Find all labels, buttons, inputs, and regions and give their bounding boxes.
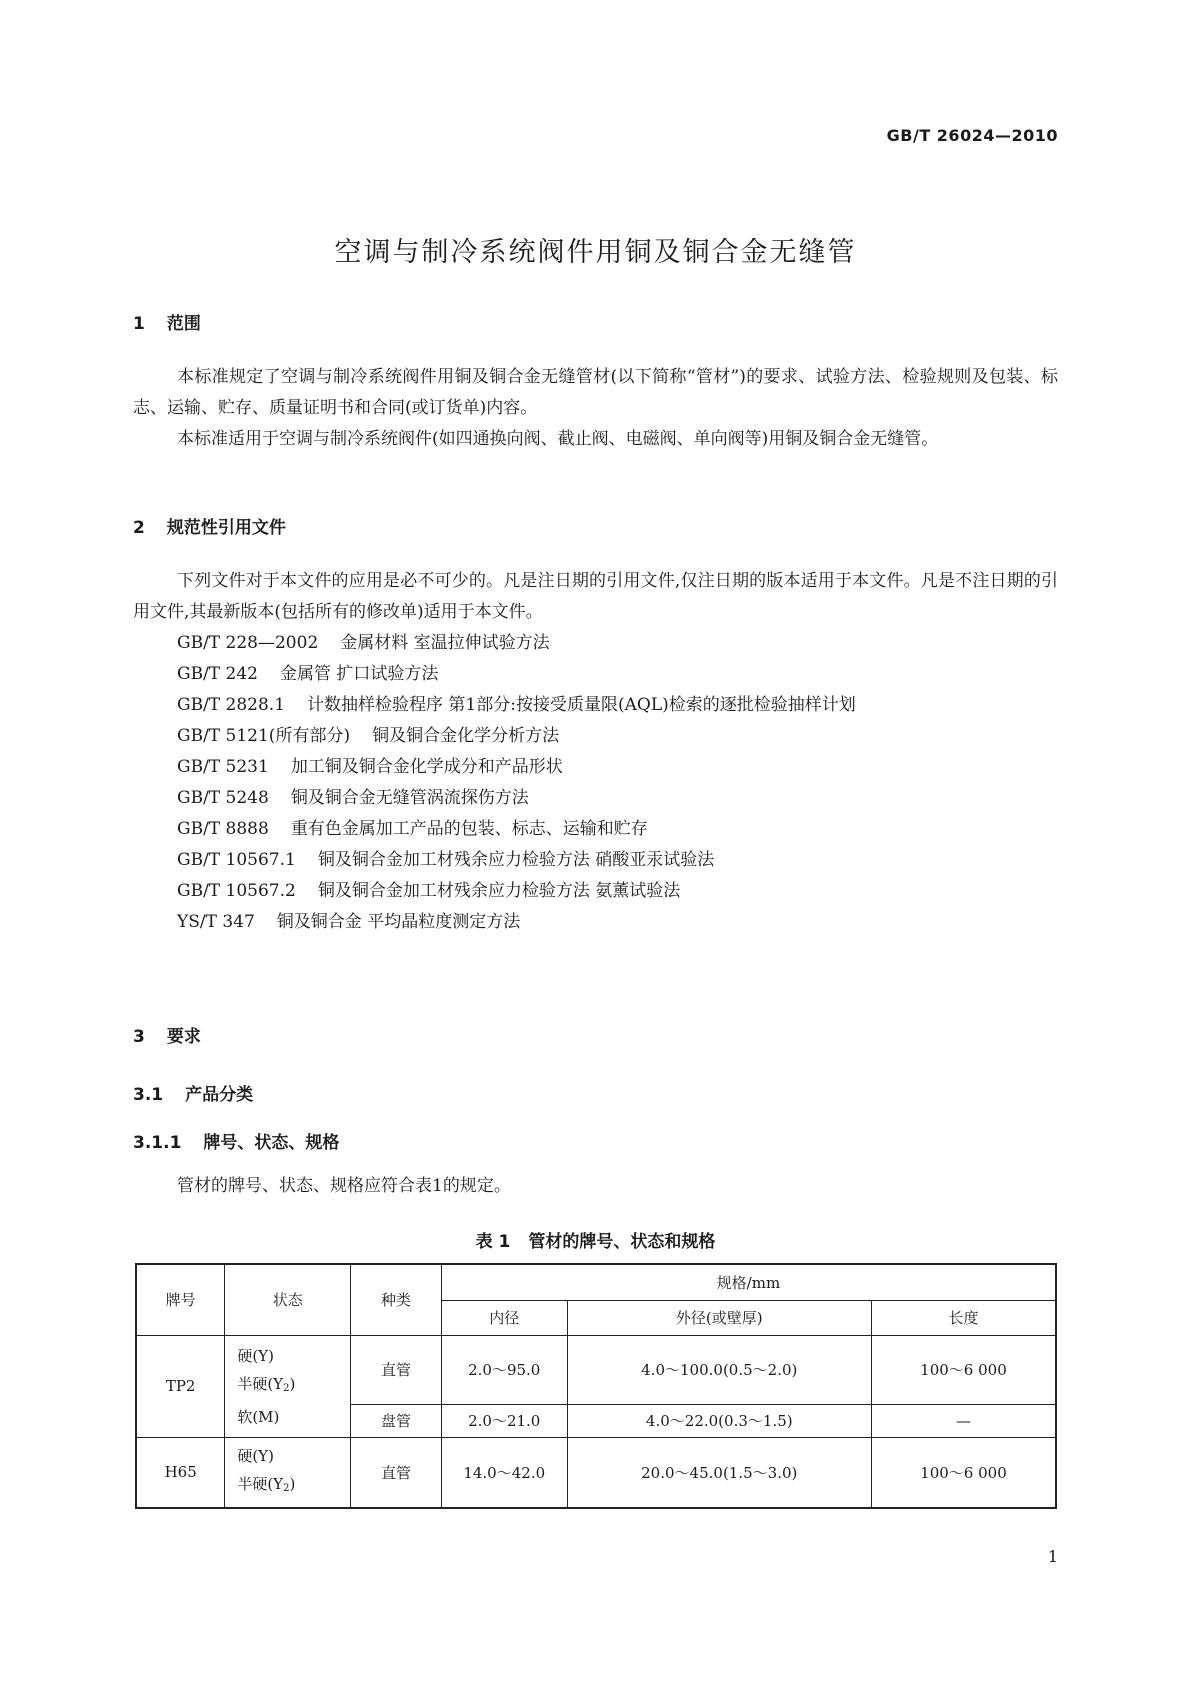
cell-kind: 盘管 — [351, 1404, 442, 1437]
table-header-row — [136, 1264, 1056, 1300]
section-title: 规范性引用文件 — [166, 518, 286, 538]
reference-title: 重有色金属加工产品的包装、标志、运输和贮存 — [290, 819, 648, 839]
reference-title: 金属材料 室温拉伸试验方法 — [340, 633, 550, 653]
state-text-end: ) — [289, 1474, 296, 1493]
section-number: 3.1.1 — [133, 1133, 182, 1153]
section-1-paragraph-2: 本标准适用于空调与制冷系统阀件(如四通换向阀、截止阀、电磁阀、单向阀等)用铜及铜合金无缝管。 — [177, 429, 939, 449]
section-number: 1 — [133, 314, 145, 334]
reference-code: GB/T 8888 — [177, 819, 269, 839]
table-caption-number: 表 1 — [475, 1232, 511, 1252]
section-3-1-1-heading — [133, 1128, 339, 1153]
page-number: 1 — [1047, 1547, 1058, 1566]
section-1-paragraph-1: 本标准规定了空调与制冷系统阀件用铜及铜合金无缝管材(以下简称“管材”)的要求、试验方法、检验规则及包装、标志、运输、贮存、质量证明书和合同(或订货单)内容。 — [133, 367, 1058, 418]
state-text-end: ) — [289, 1374, 296, 1393]
state-text: 半硬(Y — [237, 1474, 284, 1493]
header-outer-diameter: 外径(或壁厚) — [567, 1300, 871, 1335]
header-state: 状态 — [225, 1264, 351, 1335]
cell-state — [225, 1437, 351, 1508]
normative-reference — [177, 659, 438, 690]
normative-reference — [177, 783, 529, 814]
normative-reference — [177, 907, 520, 938]
section-3-1-heading — [133, 1080, 253, 1105]
state-text: 半硬(Y — [237, 1374, 284, 1393]
section-1-heading — [133, 309, 201, 334]
reference-title: 铜及铜合金 平均晶粒度测定方法 — [276, 912, 521, 932]
cell-length: 100～6 000 — [871, 1335, 1056, 1404]
normative-reference — [177, 721, 559, 752]
section-2-heading — [133, 513, 286, 538]
document-number: GB/T 26024—2010 — [886, 126, 1058, 145]
normative-reference — [177, 845, 714, 876]
state-line — [237, 1370, 350, 1403]
section-title: 产品分类 — [185, 1085, 254, 1105]
header-spec: 规格/mm — [441, 1264, 1056, 1300]
reference-code: GB/T 228—2002 — [177, 633, 319, 653]
state-subscript: 2 — [283, 1482, 290, 1494]
section-2-paragraph-1: 下列文件对于本文件的应用是必不可少的。凡是注日期的引用文件,仅注日期的版本适用于本文件。凡是不注日期的引用文件,其最新版本(包括所有的修改单)适用于本文件。 — [133, 571, 1058, 622]
header-inner-diameter: 内径 — [441, 1300, 567, 1335]
state-line: 软(M) — [237, 1407, 280, 1426]
cell-length: 100～6 000 — [871, 1437, 1056, 1508]
cell-kind: 直管 — [351, 1437, 442, 1508]
header-length: 长度 — [871, 1300, 1056, 1335]
cell-inner: 2.0～21.0 — [441, 1404, 567, 1437]
state-line — [237, 1470, 350, 1503]
cell-inner: 14.0～42.0 — [441, 1437, 567, 1508]
reference-code: GB/T 10567.2 — [177, 881, 296, 901]
document-title: 空调与制冷系统阀件用铜及铜合金无缝管 — [334, 237, 857, 268]
table-row — [136, 1335, 1056, 1404]
state-line: 硬(Y) — [237, 1346, 274, 1365]
section-number: 3 — [133, 1027, 145, 1047]
reference-title: 加工铜及铜合金化学成分和产品形状 — [290, 757, 563, 777]
cell-outer: 4.0～100.0(0.5～2.0) — [567, 1335, 871, 1404]
normative-reference — [177, 690, 856, 721]
normative-reference — [177, 752, 563, 783]
table-caption — [0, 1227, 1191, 1252]
reference-code: GB/T 2828.1 — [177, 695, 286, 715]
normative-reference — [177, 628, 550, 659]
spec-table — [135, 1263, 1057, 1509]
cell-outer: 4.0～22.0(0.3～1.5) — [567, 1404, 871, 1437]
section-3-heading — [133, 1022, 201, 1047]
reference-code: GB/T 10567.1 — [177, 850, 296, 870]
section-number: 3.1 — [133, 1085, 164, 1105]
reference-title: 铜及铜合金加工材残余应力检验方法 硝酸亚汞试验法 — [317, 850, 715, 870]
section-title: 范围 — [166, 314, 201, 334]
cell-grade: TP2 — [136, 1335, 225, 1437]
reference-title: 铜及铜合金加工材残余应力检验方法 氨薰试验法 — [317, 881, 681, 901]
normative-reference — [177, 814, 648, 845]
reference-title: 铜及铜合金化学分析方法 — [372, 726, 560, 746]
table-caption-text: 管材的牌号、状态和规格 — [528, 1232, 716, 1252]
cell-length: — — [871, 1404, 1056, 1437]
cell-kind: 直管 — [351, 1335, 442, 1404]
reference-title: 计数抽样检验程序 第1部分:按接受质量限(AQL)检索的逐批检验抽样计划 — [307, 695, 856, 715]
section-3-1-1-paragraph: 管材的牌号、状态、规格应符合表1的规定。 — [177, 1176, 511, 1196]
normative-reference — [177, 876, 680, 907]
section-title: 要求 — [166, 1027, 201, 1047]
reference-code: GB/T 5248 — [177, 788, 269, 808]
header-grade: 牌号 — [136, 1264, 225, 1335]
reference-code: YS/T 347 — [177, 912, 255, 932]
cell-outer: 20.0～45.0(1.5～3.0) — [567, 1437, 871, 1508]
reference-code: GB/T 5231 — [177, 757, 269, 777]
cell-state — [225, 1335, 351, 1437]
reference-title: 金属管 扩口试验方法 — [280, 664, 439, 684]
cell-grade: H65 — [136, 1437, 225, 1508]
reference-title: 铜及铜合金无缝管涡流探伤方法 — [290, 788, 529, 808]
section-number: 2 — [133, 518, 145, 538]
section-title: 牌号、状态、规格 — [203, 1133, 340, 1153]
table-row — [136, 1437, 1056, 1508]
state-line: 硬(Y) — [237, 1446, 274, 1465]
reference-code: GB/T 242 — [177, 664, 258, 684]
state-subscript: 2 — [283, 1382, 290, 1394]
reference-code: GB/T 5121(所有部分) — [177, 726, 351, 746]
cell-inner: 2.0～95.0 — [441, 1335, 567, 1404]
header-kind: 种类 — [351, 1264, 442, 1335]
